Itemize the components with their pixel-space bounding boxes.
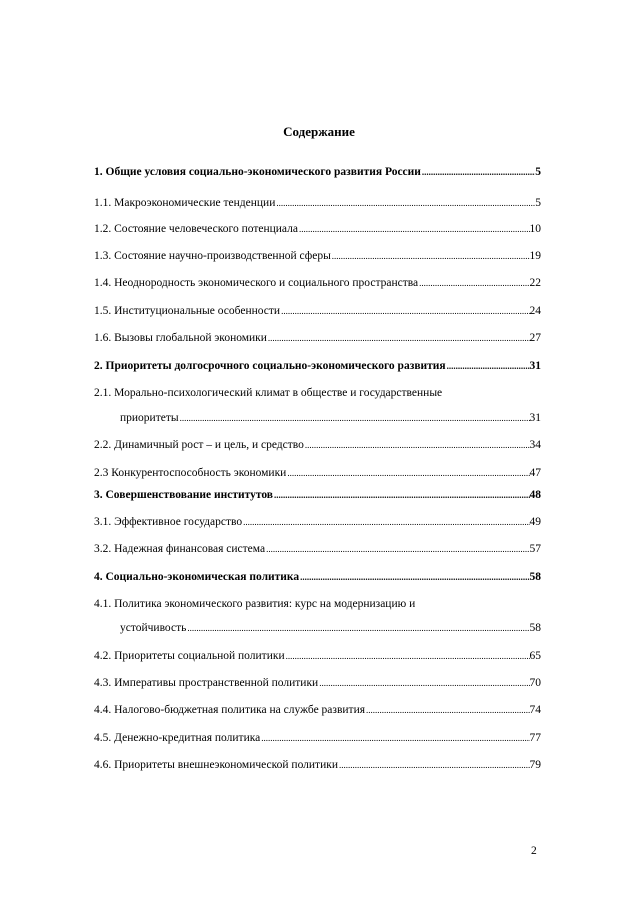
toc-entry-text: 2. Приоритеты долгосрочного социально-экономического развития <box>94 360 446 372</box>
toc-page-number: 48 <box>529 489 541 501</box>
toc-entry[interactable] <box>94 542 541 556</box>
toc-entry-text: 1.6. Вызовы глобальной экономики <box>94 332 267 344</box>
toc-entry-text: 1.5. Институциональные особенности <box>94 305 281 317</box>
dot-leader <box>276 196 535 210</box>
toc-page-number: 10 <box>529 223 541 235</box>
toc-page-number: 22 <box>529 277 541 289</box>
toc-entry[interactable] <box>94 570 541 584</box>
toc-page-number: 70 <box>529 677 541 689</box>
dot-leader <box>422 165 535 179</box>
toc-page-number: 74 <box>529 704 541 716</box>
toc-entry[interactable] <box>94 196 541 210</box>
toc-page-number: 24 <box>529 305 541 317</box>
toc-entry-text-continued: устойчивость <box>120 622 187 634</box>
toc-page-number: 65 <box>529 650 541 662</box>
toc-entry-text: 1. Общие условия социально-экономического развития России <box>94 166 421 178</box>
toc-page-number: 5 <box>535 197 541 209</box>
toc-entry-text: 1.1. Макроэкономические тенденции <box>94 197 276 209</box>
dot-leader <box>419 276 529 290</box>
dot-leader <box>300 570 529 584</box>
toc-entry-text: 1.3. Состояние научно-производственной сферы <box>94 250 331 262</box>
toc-page-number: 77 <box>529 732 541 744</box>
toc-page-number: 5 <box>535 166 541 178</box>
toc-page-number: 58 <box>529 622 541 634</box>
toc-entry-text: 4.4. Налогово-бюджетная политика на службе развития <box>94 704 366 716</box>
toc-entry[interactable] <box>94 466 541 480</box>
toc-entry-text: 2.1. Морально-психологический климат в обществе и государственные <box>94 387 443 399</box>
dot-leader <box>299 222 530 236</box>
toc-entry-text: 3.1. Эффективное государство <box>94 516 243 528</box>
toc-entry[interactable] <box>94 304 541 318</box>
toc-entry[interactable] <box>94 649 541 663</box>
toc-entry-text: 4. Социально-экономическая политика <box>94 571 300 583</box>
dot-leader <box>261 731 529 745</box>
toc-entry[interactable] <box>94 758 541 772</box>
toc-entry[interactable] <box>94 386 541 425</box>
toc-entry-text: 4.5. Денежно-кредитная политика <box>94 732 261 744</box>
toc-page-number: 27 <box>529 332 541 344</box>
dot-leader <box>286 649 530 663</box>
dot-leader <box>274 488 529 502</box>
toc-entry[interactable] <box>94 276 541 290</box>
toc-entry[interactable] <box>94 676 541 690</box>
toc-entry[interactable] <box>94 438 541 452</box>
toc-page-number: 19 <box>529 250 541 262</box>
toc-entry-text: 4.3. Императивы пространственной политики <box>94 677 319 689</box>
toc-entry-text: 4.1. Политика экономического развития: курс на модернизацию и <box>94 598 416 610</box>
dot-leader <box>287 466 529 480</box>
dot-leader <box>366 703 529 717</box>
toc-page-number: 34 <box>529 439 541 451</box>
dot-leader <box>447 359 530 373</box>
toc-page-number: 57 <box>529 543 541 555</box>
toc-entry-text: 1.4. Неоднородность экономического и социального пространства <box>94 277 419 289</box>
toc-entry[interactable] <box>94 488 541 502</box>
dot-leader <box>268 331 530 345</box>
dot-leader <box>339 758 530 772</box>
toc-entry[interactable] <box>94 165 541 179</box>
toc-entry-text-continued: приоритеты <box>120 412 179 424</box>
toc-entry[interactable] <box>94 703 541 717</box>
toc-entry[interactable] <box>94 731 541 745</box>
toc-entry-text: 4.6. Приоритеты внешнеэкономической политики <box>94 759 338 771</box>
toc-page-number: 47 <box>529 467 541 479</box>
dot-leader <box>266 542 529 556</box>
page-title: Содержание <box>283 124 355 139</box>
dot-leader <box>281 304 529 318</box>
toc-entry[interactable] <box>94 515 541 529</box>
page-number: 2 <box>531 845 537 857</box>
toc-entry-text: 2.2. Динамичный рост – и цель, и средство <box>94 439 304 451</box>
toc-entry[interactable] <box>94 249 541 263</box>
toc-entry[interactable] <box>94 222 541 236</box>
toc-page-number: 79 <box>529 759 541 771</box>
toc-entry-text: 4.2. Приоритеты социальной политики <box>94 650 285 662</box>
toc-page-number: 49 <box>529 516 541 528</box>
dot-leader <box>305 438 530 452</box>
toc-entry-text: 3.2. Надежная финансовая система <box>94 543 266 555</box>
toc-page-number: 31 <box>529 412 541 424</box>
toc-entry-text: 2.3 Конкурентоспособность экономики <box>94 467 287 479</box>
toc-entry[interactable] <box>94 331 541 345</box>
dot-leader <box>332 249 530 263</box>
toc-page-number: 31 <box>529 360 541 372</box>
toc-entry[interactable] <box>94 359 541 373</box>
toc-entry-text: 3. Совершенствование институтов <box>94 489 274 501</box>
dot-leader <box>187 621 529 635</box>
toc-entry[interactable] <box>94 597 541 635</box>
dot-leader <box>319 676 529 690</box>
dot-leader <box>243 515 529 529</box>
toc-page-number: 58 <box>529 571 541 583</box>
toc-entry-text: 1.2. Состояние человеческого потенциала <box>94 223 298 235</box>
dot-leader <box>180 411 530 425</box>
